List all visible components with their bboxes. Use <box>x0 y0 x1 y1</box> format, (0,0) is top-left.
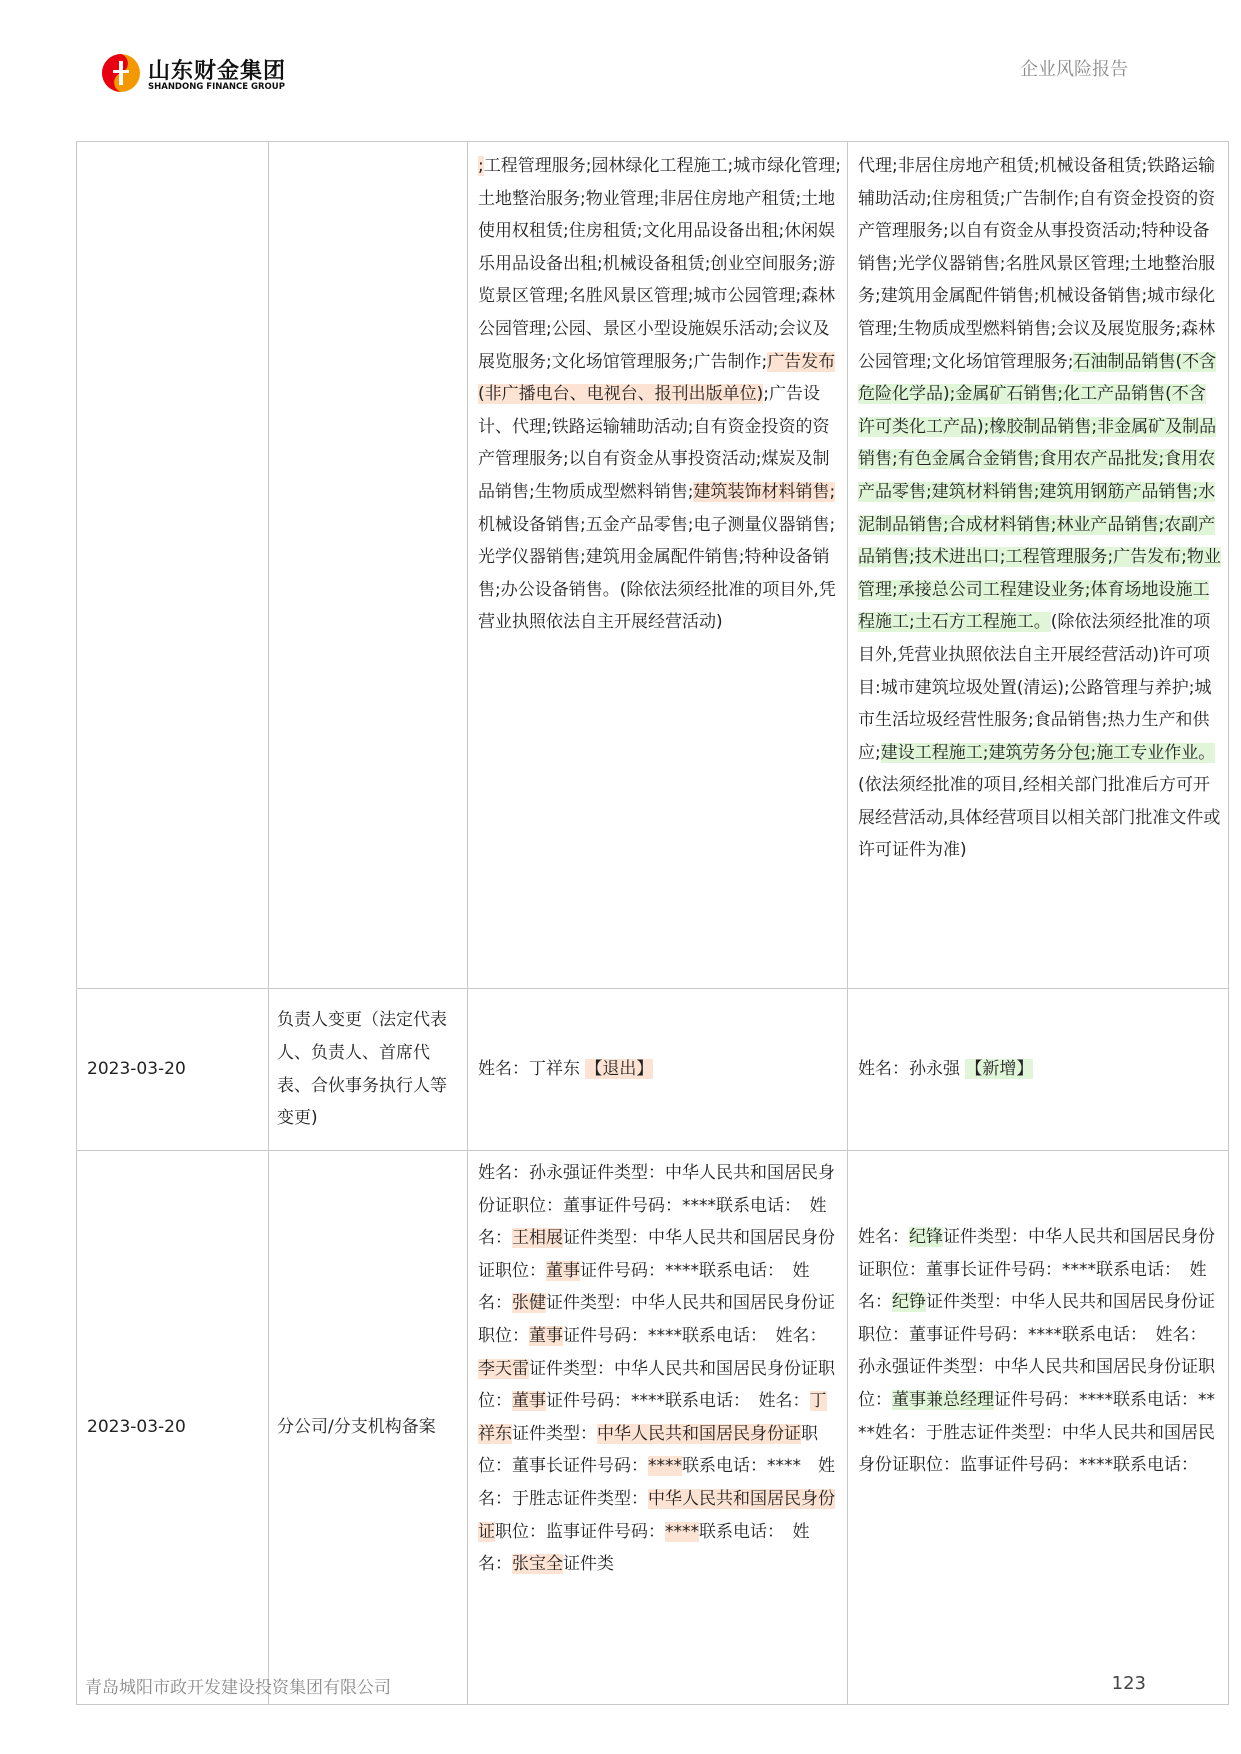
shandong-finance-logo-icon <box>100 52 142 94</box>
removed-text: 王相展 <box>512 1228 563 1249</box>
added-text: 【新增】 <box>965 1059 1034 1080</box>
table-row <box>77 989 1229 1151</box>
text-segment: 机械设备销售;五金产品零售;电子测量仪器销售;光学仪器销售;建筑用金属配件销售;特种设备销售;办公设备销售。(除依法须经批准的项目外,凭营业执照依法自主开展经营活动) <box>478 514 836 633</box>
logo-chinese-name: 山东财金集团 <box>148 59 287 84</box>
change-item-cell: 分公司/分支机构备案 <box>269 1151 468 1705</box>
text-segment: 联系电话： 姓名： <box>478 1521 810 1575</box>
text-segment: 姓名：孙永强证件类型：中华人民共和国居民身份证职位：董事证件号码：****联系电话： 姓名： <box>478 1163 835 1249</box>
removed-text: 建筑装饰材料销售; <box>693 481 836 502</box>
page-header <box>0 0 1241 130</box>
change-date-cell <box>77 142 269 989</box>
text-segment: 证件类型：中华人民共和国居民身份证职位： <box>478 1228 835 1281</box>
text-segment: (依法须经批准的项目,经相关部门批准后方可开展经营活动,具体经营项目以相关部门批准文件或许可证件为准) <box>858 775 1221 861</box>
added-text: 纪铮 <box>892 1292 926 1313</box>
change-item-cell: 负责人变更（法定代表人、负责人、首席代表、合伙事务执行人等变更) <box>269 989 468 1151</box>
added-text: 建设工程施工;建筑劳务分包;施工专业作业。 <box>880 742 1216 763</box>
removed-text: 董事 <box>512 1391 546 1412</box>
text-segment: 姓名：孙永强 <box>858 1059 966 1080</box>
removed-text: 中华人民共和国居民身份证 <box>478 1488 835 1542</box>
text-segment: (除依法须经批准的项目外,凭营业执照依法自主开展经营活动)许可项目:城市建筑垃圾处置(清运);公路管理与养护;城市生活垃圾经营性服务;食品销售;热力生产和供应; <box>858 612 1212 763</box>
change-item-cell <box>269 142 468 989</box>
change-record-table <box>76 141 1229 1705</box>
text-segment: 职位：监事证件号码： <box>495 1521 665 1542</box>
text-segment: 证件号码：****联系电话： 姓名： <box>546 1391 810 1412</box>
text-segment: 证件类型： <box>512 1423 597 1444</box>
before-content-cell <box>468 1151 848 1705</box>
company-logo <box>100 50 290 98</box>
after-content-cell <box>848 989 1229 1151</box>
removed-text: 李天雷 <box>478 1358 529 1379</box>
text-segment: 证件类型：中华人民共和国居民身份证职位： <box>478 1293 835 1346</box>
text-segment: 代理;非居住房地产租赁;机械设备租赁;铁路运输辅助活动;住房租赁;广告制作;自有资金投资的资产管理服务;以自有资金从事投资活动;特种设备销售;光学仪器销售;名胜风景区管理;土地整治服务;建筑用金属配件销售;机械设备销售;城市绿化管理;生物质成型燃料销售;会议及展览服务;森林公园管理;文化场馆管理服务; <box>858 156 1216 372</box>
text-segment: ;广告设计、代理;铁路运输辅助活动;自有资金投资的资产管理服务;以自有资金从事投资活动;煤炭及制品销售;生物质成型燃料销售; <box>478 384 830 502</box>
text-segment: 证件号码：****联系电话： 姓名： <box>478 1260 810 1314</box>
footer-company-name: 青岛城阳市政开发建设投资集团有限公司 <box>85 1678 391 1698</box>
text-segment: 职位：董事长证件号码： <box>478 1423 818 1477</box>
added-text: 石油制品销售(不含危险化学品);金属矿石销售;化工产品销售(不含许可类化工产品);橡胶制品销售;非金属矿及制品销售;有色金属合金销售;食用农产品批发;食用农产品零售;建筑材料销售;建筑用钢筋产品销售;水泥制品销售;合成材料销售;林业产品销售;农副产品销售;技术进出口;工程管理服务;广告发布;物业管理;承接总公司工程建设业务;体育场地设施工程施工;土石方工程施工。 <box>858 351 1221 633</box>
text-segment: 证件类型：中华人民共和国居民身份证职位：董事长证件号码：****联系电话： 姓名： <box>858 1227 1215 1313</box>
text-segment: 工程管理服务;园林绿化工程施工;城市绿化管理;土地整治服务;物业管理;非居住房地产租赁;土地使用权租赁;住房租赁;文化用品设备出租;休闲娱乐用品设备出租;机械设备租赁;创业空间服务;游览景区管理;名胜风景区管理;城市公园管理;森林公园管理;公园、景区小型设施娱乐活动;会议及展览服务;文化场馆管理服务;广告制作; <box>478 156 841 372</box>
removed-text: 广告发布(非广播电台、电视台、报刊出版单位) <box>478 351 836 405</box>
added-text: 纪锋 <box>909 1227 943 1247</box>
removed-text: 丁祥东 <box>478 1391 827 1444</box>
change-date-cell: 2023-03-20 <box>77 1151 269 1705</box>
text-segment: 证件类型：中华人民共和国居民身份证职位：董事证件号码：****联系电话： 姓名：孙永强证件类型：中华人民共和国居民身份证职位： <box>858 1292 1215 1410</box>
text-segment: 证件号码：****联系电话：****姓名：于胜志证件类型：中华人民共和国居民身份证职位：监事证件号码：****联系电话： <box>858 1389 1215 1476</box>
added-text: 董事兼总经理 <box>892 1389 994 1410</box>
removed-text: **** <box>648 1456 682 1477</box>
table-row <box>77 142 1229 989</box>
page-number: 123 <box>1111 1673 1146 1694</box>
text-segment: 姓名： <box>858 1227 909 1247</box>
removed-text: 【退出】 <box>585 1059 654 1080</box>
text-segment: 联系电话：**** 姓名：于胜志证件类型： <box>478 1456 835 1509</box>
removed-text: 董事 <box>529 1325 563 1346</box>
removed-text: **** <box>665 1521 699 1542</box>
removed-text: 张宝全 <box>512 1554 563 1575</box>
before-content-cell <box>468 989 848 1151</box>
after-content-cell <box>848 142 1229 989</box>
removed-text: 中华人民共和国居民身份证 <box>597 1423 801 1444</box>
change-date-cell: 2023-03-20 <box>77 989 269 1151</box>
text-segment: 姓名：丁祥东 <box>478 1059 586 1080</box>
report-title: 企业风险报告 <box>1020 59 1128 80</box>
removed-text: 董事 <box>546 1260 580 1281</box>
text-segment: 证件类 <box>563 1554 614 1575</box>
after-content-cell <box>848 1151 1229 1705</box>
removed-text: 张健 <box>512 1293 546 1314</box>
before-content-cell <box>468 142 848 989</box>
text-segment: 证件类型：中华人民共和国居民身份证职位： <box>478 1358 835 1412</box>
table-row <box>77 1151 1229 1705</box>
text-segment: 证件号码：****联系电话： 姓名： <box>563 1325 827 1346</box>
logo-english-name: SHANDONG FINANCE GROUP <box>148 82 285 92</box>
removed-text: ; <box>478 156 484 176</box>
